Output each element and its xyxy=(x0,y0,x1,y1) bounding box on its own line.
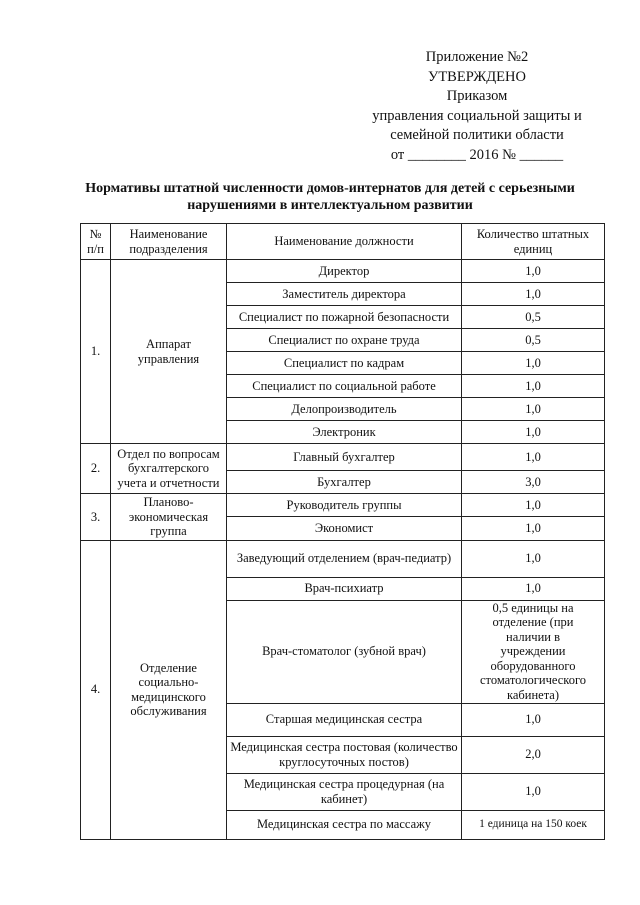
count-cell: 0,5 xyxy=(462,306,605,329)
count-cell: 1 единица на 150 коек xyxy=(462,810,605,839)
table-row xyxy=(81,540,605,577)
count-cell: 2,0 xyxy=(462,736,605,773)
authority-line-1: управления социальной защиты и xyxy=(372,107,582,124)
count-cell: 1,0 xyxy=(462,398,605,421)
count-cell: 1,0 xyxy=(462,260,605,283)
title-line-1: Нормативы штатной численности домов-интернатов для детей с серьезными xyxy=(85,181,575,196)
position-cell: Медицинская сестра по массажу xyxy=(227,810,462,839)
approval-block xyxy=(362,48,592,165)
position-cell: Руководитель группы xyxy=(227,494,462,517)
position-cell: Заместитель директора xyxy=(227,283,462,306)
table-row xyxy=(81,444,605,471)
position-cell: Экономист xyxy=(227,517,462,540)
department-num: 2. xyxy=(81,444,111,494)
count-cell: 1,0 xyxy=(462,375,605,398)
department-name: Аппарат управления xyxy=(111,260,227,444)
staffing-table xyxy=(80,223,605,840)
header-department: Наименование подразделения xyxy=(111,224,227,260)
count-cell: 1,0 xyxy=(462,352,605,375)
position-cell: Медицинская сестра постовая (количество круглосуточных постов) xyxy=(227,736,462,773)
position-cell: Директор xyxy=(227,260,462,283)
count-cell: 1,0 xyxy=(462,773,605,810)
count-cell: 0,5 xyxy=(462,329,605,352)
count-cell: 1,0 xyxy=(462,517,605,540)
position-cell: Медицинская сестра процедурная (на кабинет) xyxy=(227,773,462,810)
position-cell: Заведующий отделением (врач-педиатр) xyxy=(227,540,462,577)
position-cell: Старшая медицинская сестра xyxy=(227,703,462,736)
position-cell: Делопроизводитель xyxy=(227,398,462,421)
position-cell: Электроник xyxy=(227,421,462,444)
count-cell: 3,0 xyxy=(462,471,605,494)
count-cell: 1,0 xyxy=(462,703,605,736)
count-cell: 1,0 xyxy=(462,421,605,444)
approved-label: УТВЕРЖДЕНО xyxy=(428,68,526,85)
department-num: 3. xyxy=(81,494,111,541)
count-cell: 1,0 xyxy=(462,577,605,600)
count-cell: 0,5 единицы на отделение (при наличии в учреждении оборудованного стоматологического кабинета) xyxy=(462,600,605,703)
appendix-label: Приложение №2 xyxy=(425,49,529,65)
count-cell: 1,0 xyxy=(462,494,605,517)
header-position: Наименование должности xyxy=(227,224,462,260)
table-row xyxy=(81,494,605,517)
department-name: Отделение социально-медицинского обслуживания xyxy=(111,540,227,839)
department-name: Планово-экономическая группа xyxy=(111,494,227,541)
order-date-number: от ________ 2016 № ______ xyxy=(390,146,564,163)
department-num: 4. xyxy=(81,540,111,839)
header-count: Количество штатных единиц xyxy=(462,224,605,260)
order-label: Приказом xyxy=(446,88,508,104)
department-name: Отдел по вопросам бухгалтерского учета и отчетности xyxy=(111,444,227,494)
position-cell: Специалист по пожарной безопасности xyxy=(227,306,462,329)
position-cell: Специалист по охране труда xyxy=(227,329,462,352)
count-cell: 1,0 xyxy=(462,444,605,471)
count-cell: 1,0 xyxy=(462,283,605,306)
authority-line-2: семейной политики области xyxy=(390,127,564,143)
table-row xyxy=(81,260,605,283)
department-num: 1. xyxy=(81,260,111,444)
position-cell: Бухгалтер xyxy=(227,471,462,494)
count-cell: 1,0 xyxy=(462,540,605,577)
header-num: № п/п xyxy=(81,224,111,260)
position-cell: Врач-психиатр xyxy=(227,577,462,600)
document-title xyxy=(40,180,620,214)
position-cell: Специалист по кадрам xyxy=(227,352,462,375)
position-cell: Главный бухгалтер xyxy=(227,444,462,471)
title-line-2: нарушениями в интеллектуальном развитии xyxy=(187,198,473,213)
position-cell: Специалист по социальной работе xyxy=(227,375,462,398)
position-cell: Врач-стоматолог (зубной врач) xyxy=(227,600,462,703)
